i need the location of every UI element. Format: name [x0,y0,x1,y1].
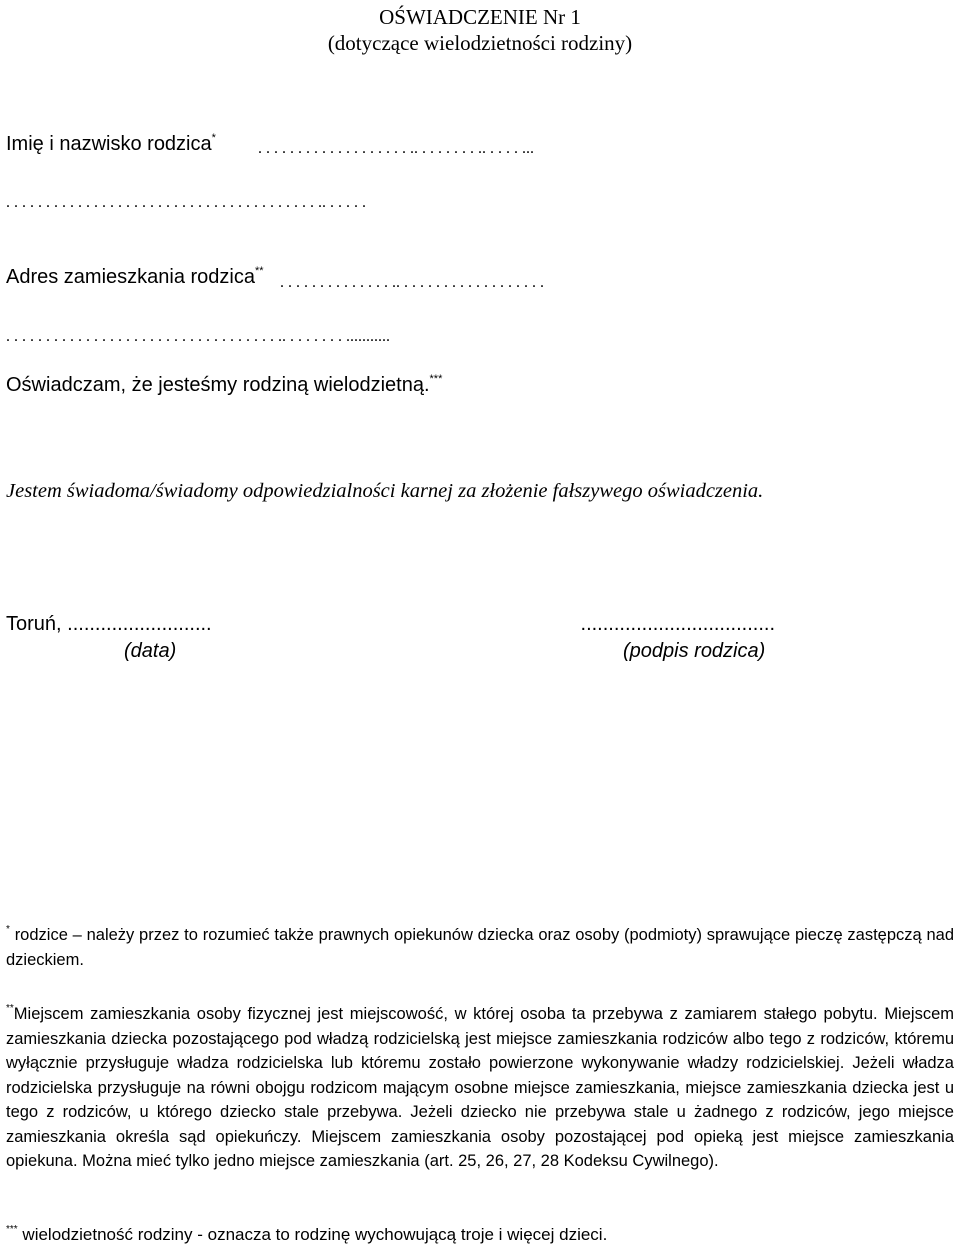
parent-name-dots-line-1: . . . . . . . . . . . . . . . . . . . .. . . . . . . . .. . . . . ... [258,140,534,157]
document-subtitle: (dotyczące wielodzietności rodziny) [327,31,633,55]
parent-name-label: Imię i nazwisko rodzica [6,133,212,155]
footnote-2-mark: ** [6,1003,14,1014]
address-dots-line-2: . . . . . . . . . . . . . . . . . . . . . . . . . . . . . . . . . . .. . . . . . . . ........... [6,328,390,345]
signature-dots-line: ................................... [580,613,775,635]
footnote-1-text: rodzice – należy przez to rozumieć także prawnych opiekunów dziecka oraz osoby (podmioty) sprawujące pieczę zastępczą nad dzieckiem. [6,926,954,969]
place-date-line: Toruń, .......................... [6,613,212,635]
address-field [6,266,264,289]
footnote-2 [6,1002,954,1174]
document-title: OŚWIADCZENIE Nr 1 [379,5,581,29]
address-label: Adres zamieszkania rodzica [6,266,255,288]
declaration-text: Oświadczam, że jesteśmy rodziną wielodzietną. [6,374,430,396]
declaration-footnote-mark: *** [429,373,443,385]
footnote-3-mark: *** [6,1224,18,1235]
address-dots-line-1: . . . . . . . . . . . . . . .. . . . . . . . . . . . . . . . . . . [280,274,544,291]
responsibility-statement: Jestem świadoma/świadomy odpowiedzialności karnej za złożenie fałszywego oświadczenia. [6,480,764,502]
parent-name-footnote-mark: * [211,132,216,144]
signature-caption: (podpis rodzica) [623,640,766,662]
footnote-3 [6,1223,954,1248]
declaration-line [6,374,442,397]
date-caption: (data) [124,640,177,662]
footnote-1-mark: * [6,924,10,935]
parent-name-dots-line-2: . . . . . . . . . . . . . . . . . . . . . . . . . . . . . . . . . . . . . . . .. . . . . . [6,194,366,211]
footnote-3-text: wielodzietność rodziny - oznacza to rodzinę wychowującą troje i więcej dzieci. [22,1225,608,1244]
footnote-2-text: Miejscem zamieszkania osoby fizycznej jest miejscowość, w której osoba ta przebywa z zamiarem stałego pobytu. Miejscem zamieszkania dziecka pozostającego pod władzą rodzicielską jest miejsce zamieszkania rodziców albo tego z rodziców, któremu wyłącznie przysługuje władza rodzicielska lub któremu zostało powierzone wykonywanie władzy rodzicielskiej. Jeżeli władza rodzicielska przysługuje na równi obojgu rodzicom mającym osobne miejsce zamieszkania, miejsce zamieszkania dziecka jest u tego z rodziców, u którego dziecko stale przebywa. Jeżeli dziecko nie przebywa stale u żadnego z rodziców, jego miejsce zamieszkania określa sąd opiekuńczy. Miejscem zamieszkania osoby pozostającej pod opieką jest miejsce zamieszkania opiekuna. Można mieć tylko jedno miejsce zamieszkania (art. 25, 26, 27, 28 Kodeksu Cywilnego). [6,1005,954,1170]
parent-name-field [6,133,216,156]
footnote-1 [6,923,954,972]
address-footnote-mark: ** [255,265,264,277]
